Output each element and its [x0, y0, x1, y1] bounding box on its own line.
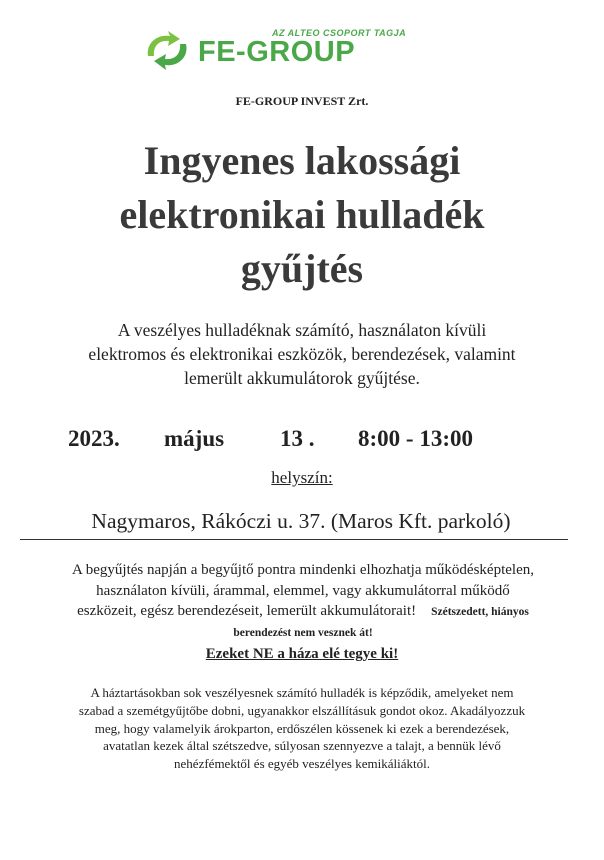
company-name: FE-GROUP INVEST Zrt.: [235, 94, 369, 108]
recycle-leaf-icon: [144, 30, 190, 70]
event-time: 8:00 - 13:00: [358, 426, 473, 451]
fe-group-logo: [142, 24, 442, 74]
paragraph-line: szabad a szemétgyűjtőbe dobni, ugyanakkor elszállításuk gondot okoz. Akadályozzuk: [78, 702, 526, 718]
event-month: május: [164, 426, 225, 451]
poster-title: [0, 134, 604, 296]
title-line: Ingyenes lakossági: [143, 138, 461, 183]
subtitle: [40, 318, 564, 390]
explanation-paragraph: [32, 684, 572, 773]
location-label: helyszín:: [271, 468, 333, 487]
info-block: [16, 560, 590, 643]
location-divider: [20, 539, 568, 540]
event-day: 13 .: [280, 426, 315, 451]
info-line: használaton kívüli, árammal, elemmel, vagy akkumulátorral működő: [96, 582, 510, 599]
warning-text: Ezeket NE a háza elé tegye ki!: [205, 646, 399, 662]
event-year: 2023.: [68, 426, 120, 451]
paragraph-line: avatatlan kezek által szétszedve, súlyosan szennyezve a talajt, a bennük lévő: [103, 738, 501, 754]
subtitle-line: elektromos és elektronikai eszközök, berendezések, valamint: [88, 344, 516, 364]
subtitle-line: A veszélyes hulladéknak számító, használaton kívüli: [117, 320, 487, 340]
info-note-cont: berendezést nem vesznek át!: [233, 626, 373, 639]
info-text: eszközeit, egész berendezéseit, lemerült akkumulátorait!: [77, 603, 417, 619]
event-date-row: [0, 426, 604, 456]
location: Nagymaros, Rákóczi u. 37. (Maros Kft. parkoló): [91, 509, 511, 533]
paragraph-line: A háztartásokban sok veszélyesnek számító hulladék is képződik, amelyeket nem: [90, 685, 514, 700]
logo-text: FE-GROUP: [198, 36, 356, 68]
paragraph-line: meg, hogy valamelyik árokparton, erdőszélen kössenek ki ezek a berendezések,: [94, 720, 510, 736]
subtitle-line: lemerült akkumulátorok gyűjtése.: [184, 368, 420, 388]
title-line: gyűjtés: [240, 246, 364, 291]
info-note: Szétszedett, hiányos: [431, 606, 529, 618]
logo-tagline: AZ ALTEO CSOPORT TAGJA: [272, 28, 407, 38]
title-line: elektronikai hulladék: [119, 192, 485, 237]
info-line: A begyűjtés napján a begyűjtő pontra mindenki elhozhatja működésképtelen,: [72, 562, 534, 578]
paragraph-line: nehézfémektől és egyéb veszélyes kemikáliáktól.: [174, 756, 430, 772]
info-line: [16, 601, 590, 623]
